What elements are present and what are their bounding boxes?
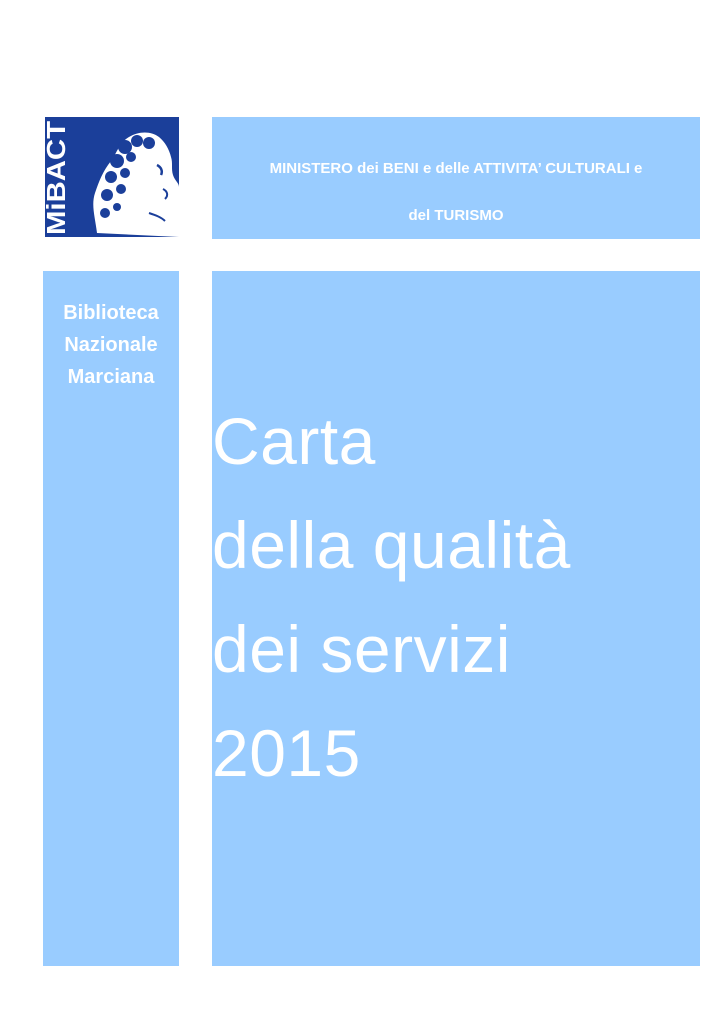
title-line-1: Carta	[212, 404, 376, 478]
classical-head-logo-icon	[41, 117, 179, 237]
library-name-line-1: Biblioteca	[63, 302, 159, 324]
ministry-line-1: MINISTERO dei BENI e delle ATTIVITA’ CULTURALI e	[269, 160, 643, 177]
library-name-line-3: Marciana	[67, 366, 155, 388]
title-panel	[212, 271, 700, 966]
ministry-line-2: del TURISMO	[408, 207, 504, 224]
library-name-line-2: Nazionale	[64, 334, 158, 356]
title-line-3: dei servizi	[212, 612, 511, 686]
document-title	[212, 389, 571, 805]
library-name-column	[43, 271, 179, 966]
ministry-header	[212, 117, 700, 239]
title-line-2: della qualità	[212, 508, 571, 582]
mibact-logo	[41, 117, 179, 237]
title-year: 2015	[212, 716, 361, 790]
mibact-logo-text: MiBACT	[41, 133, 71, 235]
